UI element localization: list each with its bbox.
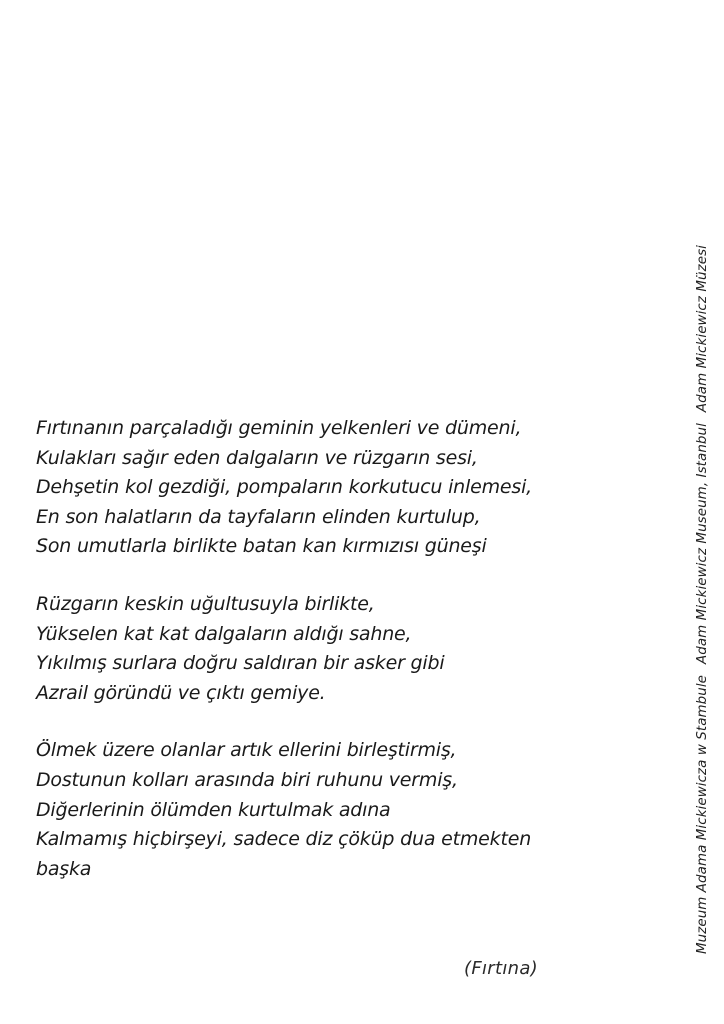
poem-line: Fırtınanın parçaladığı geminin yelkenleri ve dümeni, <box>36 417 522 439</box>
poem-line: Diğerlerinin ölümden kurtulmak adına <box>36 798 391 821</box>
stanza-3 <box>36 736 676 884</box>
poem-line: Kulakları sağır eden dalgaların ve rüzgarın sesi, <box>36 446 478 469</box>
poem-line: Yıkılmış surlara doğru saldıran bir asker gibi <box>36 652 445 675</box>
poem-line: En son halatların da tayfaların elinden kurtulup, <box>36 505 481 528</box>
poem-title: (Fırtına) <box>464 958 538 979</box>
caption-turkish: Adam Mickiewicz Müzesi <box>695 245 710 413</box>
stanza-1 <box>36 414 676 562</box>
caption-english: Adam Mickiewicz Museum, Istanbul <box>695 423 710 664</box>
stanza-2 <box>36 590 676 708</box>
poem-line: Son umutlarla birlikte batan kan kırmızısı güneşi <box>36 535 487 558</box>
poem-line: Ölmek üzere olanlar artık ellerini birleştirmiş, <box>36 739 457 762</box>
poem-line: Kalmamış hiçbirşeyi, sadece diz çöküp dua etmekten <box>36 828 532 851</box>
poem-line: Rüzgarın keskin uğultusuyla birlikte, <box>36 592 375 615</box>
poem-line: Azrail göründü ve çıktı gemiye. <box>36 681 326 704</box>
poem-line: başka <box>36 857 92 880</box>
museum-caption <box>694 245 712 954</box>
poem-line: Yükselen kat kat dalgaların aldığı sahne, <box>36 622 412 645</box>
caption-polish: Muzeum Adama Mickiewicza w Stambule <box>695 675 710 954</box>
poem <box>36 414 676 912</box>
poem-line: Dostunun kolları arasında biri ruhunu vermiş, <box>36 768 458 791</box>
poem-line: Dehşetin kol gezdiği, pompaların korkutucu inlemesi, <box>36 476 532 499</box>
